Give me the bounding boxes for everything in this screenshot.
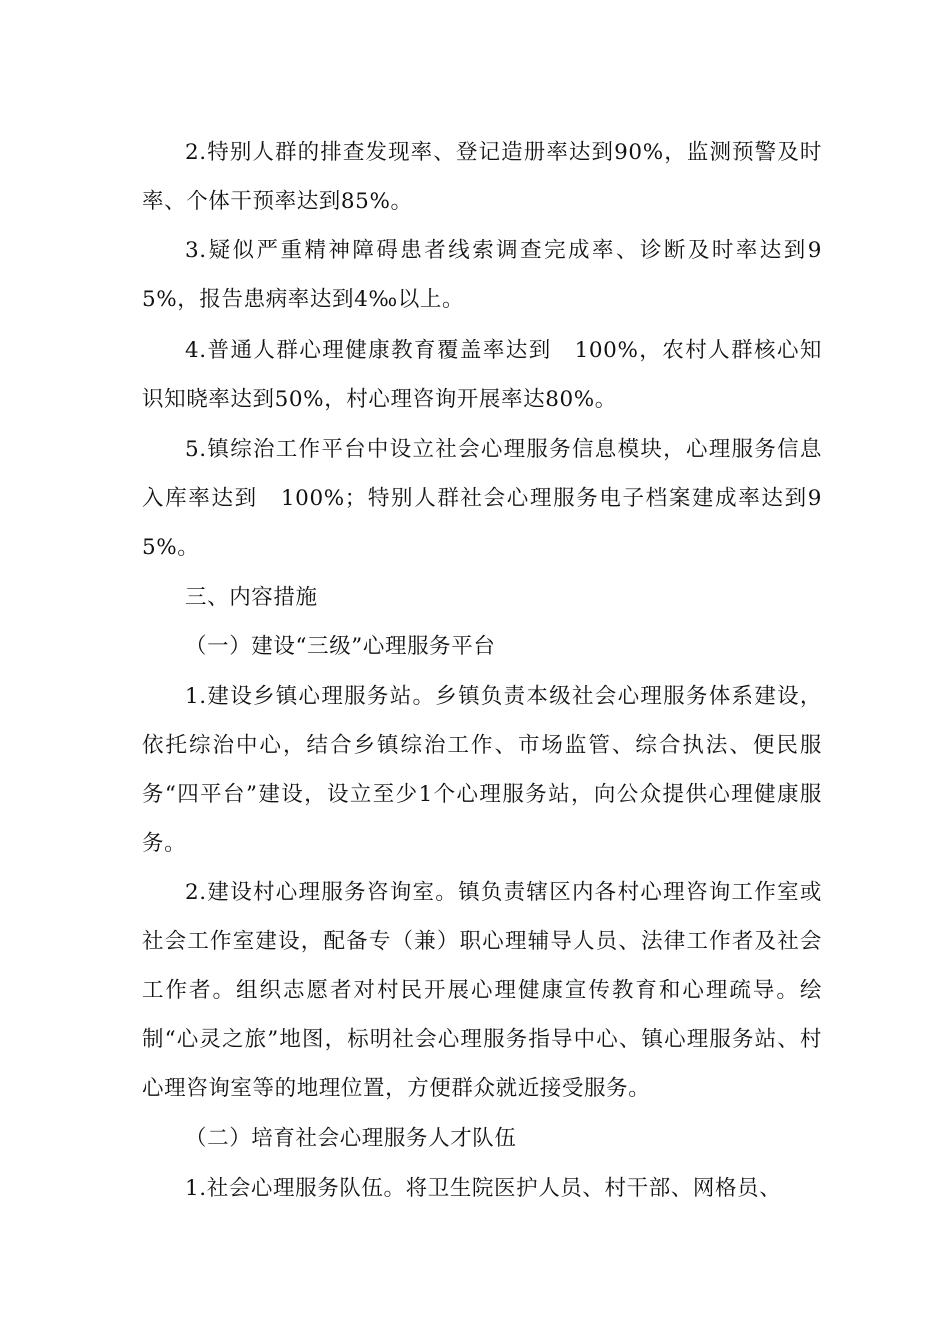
subsection-heading-platform: （一）建设“三级”心理服务平台 xyxy=(185,634,496,659)
paragraph-target-2: 2.特别人群的排查发现率、登记造册率达到90%，监测预警及时率、个体干预率达到85%。 xyxy=(142,140,822,214)
subsection-heading-talent: （二）培育社会心理服务人才队伍 xyxy=(185,1126,517,1151)
section-heading-measures: 三、内容措施 xyxy=(185,585,318,610)
paragraph-target-4: 4.普通人群心理健康教育覆盖率达到 100%，农村人群核心知识知晓率达到50%，村心理咨询开展率达80%。 xyxy=(142,338,822,412)
paragraph-target-3: 3.疑似严重精神障碍患者线索调查完成率、诊断及时率达到95%，报告患病率达到4‰以上。 xyxy=(142,238,822,312)
paragraph-village-room: 2.建设村心理服务咨询室。镇负责辖区内各村心理咨询工作室或社会工作室建设，配备专（兼）职心理辅导人员、法律工作者及社会工作者。组织志愿者对村民开展心理健康宣传教育和心理疏导。绘制“心灵之旅”地图，标明社会心理服务指导中心、镇心理服务站、村心理咨询室等的地理位置，方便群众就近接受服务。 xyxy=(142,880,822,1101)
paragraph-target-5: 5.镇综治工作平台中设立社会心理服务信息模块，心理服务信息入库率达到 100%；特别人群社会心理服务电子档案建成率达到95%。 xyxy=(142,437,822,560)
paragraph-service-team: 1.社会心理服务队伍。将卫生院医护人员、村干部、网格员、 xyxy=(185,1176,782,1201)
paragraph-town-station: 1.建设乡镇心理服务站。乡镇负责本级社会心理服务体系建设，依托综治中心，结合乡镇综治工作、市场监管、综合执法、便民服务“四平台”建设，设立至少1个心理服务站，向公众提供心理健康服务。 xyxy=(142,684,822,856)
